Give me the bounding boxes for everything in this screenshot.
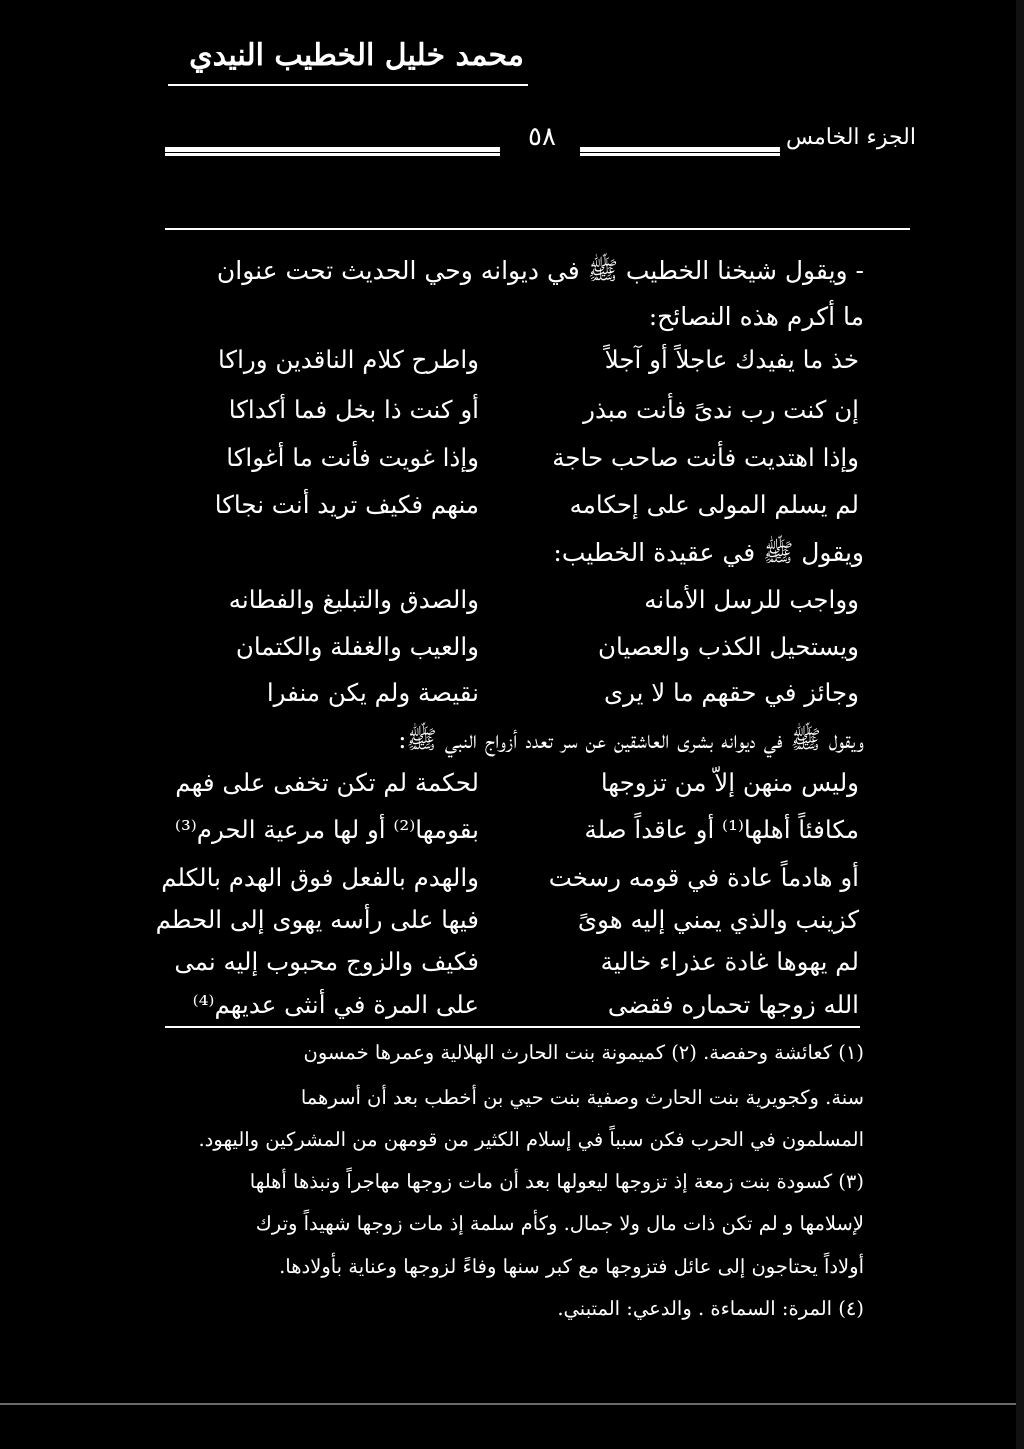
poem2-verse-1-left: والصدق والتبليغ والفطانه <box>228 585 479 614</box>
poem1-verse-1-right: خذ ما يفيدك عاجلاً أو آجلاً <box>604 345 859 374</box>
footnote-line-4: (٣) كسودة بنت زمعة إذ تزوجها ليعولها بعد أن مات زوجها مهاجراً ونبذها أهلها <box>249 1170 864 1193</box>
poem3-verse-4-right: كزينب والذي يمني إليه هوىً <box>577 905 859 934</box>
poem3-verse-2-left: بقومها⁽²⁾ أو لها مرعية الحرم⁽³⁾ <box>174 815 479 844</box>
poem3-verse-4-left: فيها على رأسه يهوى إلى الحطم <box>155 905 479 934</box>
poem2-verse-2-right: ويستحيل الكذب والعصيان <box>598 632 859 661</box>
author-underline <box>168 84 528 86</box>
poem1-verse-2-right: إن كنت رب ندىً فأنت مبذر <box>583 395 859 424</box>
intro-line-4: ويقول ﷺ في ديوانه بشرى العاشقين عن سر تعدد أزواج النبي ﷺ: <box>398 725 864 754</box>
poem3-verse-5-right: لم يهوها غادة عذراء خالية <box>600 947 859 976</box>
intro-line-1: - ويقول شيخنا الخطيب ﷺ في ديوانه وحي الحديث تحت عنوان <box>216 256 864 285</box>
poem2-verse-3-right: وجائز في حقهم ما لا يرى <box>603 678 859 707</box>
poem1-verse-3-left: وإذا غويت فأنت ما أغواكا <box>226 443 479 472</box>
intro-line-3: ويقول ﷺ في عقيدة الخطيب: <box>553 538 864 567</box>
poem1-verse-4-left: منهم فكيف تريد أنت نجاكا <box>214 490 479 519</box>
footnote-line-2: سنة. وكجويرية بنت الحارث وصفية بنت حيي بن أخطب بعد أن أسرهما <box>300 1086 864 1109</box>
footnote-line-3: المسلمون في الحرب فكن سبباً في إسلام الكثير من قومهن من المشركين واليهود. <box>198 1128 864 1151</box>
bottom-divider <box>0 1403 1024 1405</box>
poem3-verse-3-left: والهدم بالفعل فوق الهدم بالكلم <box>161 863 479 892</box>
header-rule-right <box>580 147 780 153</box>
footnote-rule <box>165 1026 860 1028</box>
poem3-verse-1-left: لحكمة لم تكن تخفى على فهم <box>175 768 479 797</box>
section-divider <box>165 228 910 230</box>
page-edge <box>1016 0 1024 1449</box>
intro-line-2: ما أكرم هذه النصائح: <box>648 302 864 331</box>
poem3-verse-3-right: أو هادماً عادة في قومه رسخت <box>548 863 859 892</box>
poem3-verse-2-right: مكافئاً أهلها⁽¹⁾ أو عاقداً صلة <box>584 815 859 844</box>
poem3-verse-6-left: على المرة في أنثى عديهم⁽⁴⁾ <box>192 990 479 1019</box>
part-label: الجزء الخامس <box>785 125 916 150</box>
poem1-verse-2-left: أو كنت ذا بخل فما أكداكا <box>228 395 479 424</box>
poem3-verse-6-right: الله زوجها تحماره فقضى <box>607 990 859 1019</box>
poem2-verse-3-left: نقيصة ولم يكن منفرا <box>266 678 479 707</box>
page-number: ٥٨ <box>528 122 556 152</box>
footnote-line-7: (٤) المرة: السماءة . والدعي: المتبني. <box>557 1297 864 1320</box>
footnote-line-6: أولاداً يحتاجون إلى عائل فتزوجها مع كبر سنها وفاءً لزوجها وعناية بأولادها. <box>279 1255 864 1278</box>
poem1-verse-3-right: وإذا اهتديت فأنت صاحب حاجة <box>552 443 859 472</box>
footnote-line-1: (١) كعائشة وحفصة. (٢) كميمونة بنت الحارث الهلالية وعمرها خمسون <box>303 1041 864 1064</box>
poem2-verse-1-right: وواجب للرسل الأمانه <box>644 585 859 614</box>
poem3-verse-5-left: فكيف والزوج محبوب إليه نمى <box>174 947 479 976</box>
poem2-verse-2-left: والعيب والغفلة والكتمان <box>235 632 479 661</box>
footnote-line-5: لإسلامها و لم تكن ذات مال ولا جمال. وكأم سلمة إذ مات زوجها شهيداً وترك <box>255 1212 864 1235</box>
poem1-verse-4-right: لم يسلم المولى على إحكامه <box>569 490 859 519</box>
poem1-verse-1-left: واطرح كلام الناقدين وراكا <box>217 345 479 374</box>
header-rule-left <box>165 147 500 153</box>
author-name: محمد خليل الخطيب النيدي <box>189 38 524 73</box>
poem3-verse-1-right: وليس منهن إلاّ من تزوجها <box>600 768 859 797</box>
